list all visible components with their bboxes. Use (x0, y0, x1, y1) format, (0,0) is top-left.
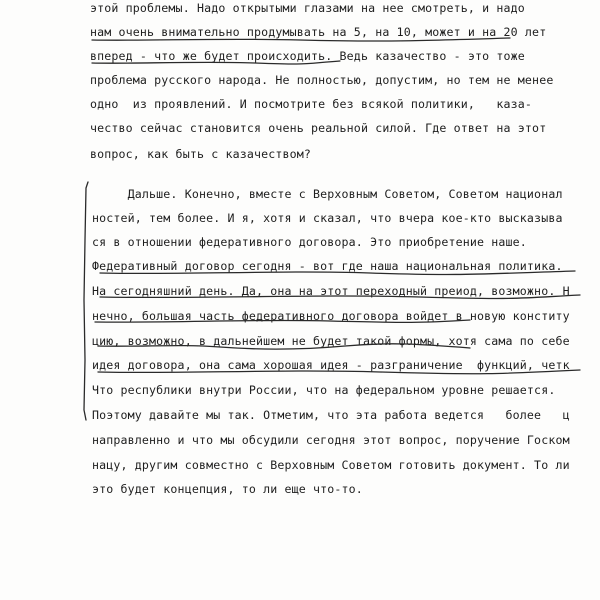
text-line: На сегодняшний день. Да, она на этот переходный преиод, возможно. Н (92, 284, 570, 298)
margin-bracket (84, 182, 88, 420)
text-line: направленно и что мы обсудили сегодня этот вопрос, поручение Госком (92, 433, 570, 447)
text-line: чество сейчас становится очень реальной силой. Где ответ на этот (90, 121, 547, 135)
text-line: Федеративный договор сегодня - вот где наша национальная политика. (92, 259, 563, 273)
text-line: это будет концепция, то ли еще что-то. (92, 482, 363, 496)
text-line: проблема русского народа. Не полностью, допустим, но тем не менее (90, 73, 554, 87)
text-line: цию, возможно, в дальнейшем не будет такой формы, хотя сама по себе (92, 334, 570, 348)
text-line: Дальше. Конечно, вместе с Верховным Советом, Советом национал (92, 187, 563, 201)
text-line: одно из проявлений. И посмотрите без всякой политики, каза- (90, 97, 533, 111)
text-line: ся в отношении федеративного договора. Это приобретение наше. (92, 235, 527, 249)
text-line: этой проблемы. Надо открытыми глазами на нее смотреть, и надо (90, 1, 525, 15)
text-line: нам очень внимательно продумывать на 5, на 10, может и на 20 лет (90, 25, 547, 39)
text-line: вперед - что же будет происходить. Ведь казачество - это тоже (90, 49, 525, 63)
text-line: ностей, тем более. И я, хотя и сказал, что вчера кое-кто высказыва (92, 211, 563, 225)
text-line: нацу, другим совместно с Верховным Советом готовить документ. То ли (92, 458, 570, 472)
text-line: Поэтому давайте мы так. Отметим, что эта работа ведется более ц (92, 408, 570, 422)
text-line: вопрос, как быть с казачеством? (90, 147, 312, 161)
text-line: идея договора, она сама хорошая идея - разграничение функций, четк (92, 358, 570, 372)
text-line: Что республики внутри России, что на федеральном уровне решается. (92, 383, 556, 397)
text-line: нечно, большая часть федеративного договора войдет в новую конститу (92, 309, 570, 323)
